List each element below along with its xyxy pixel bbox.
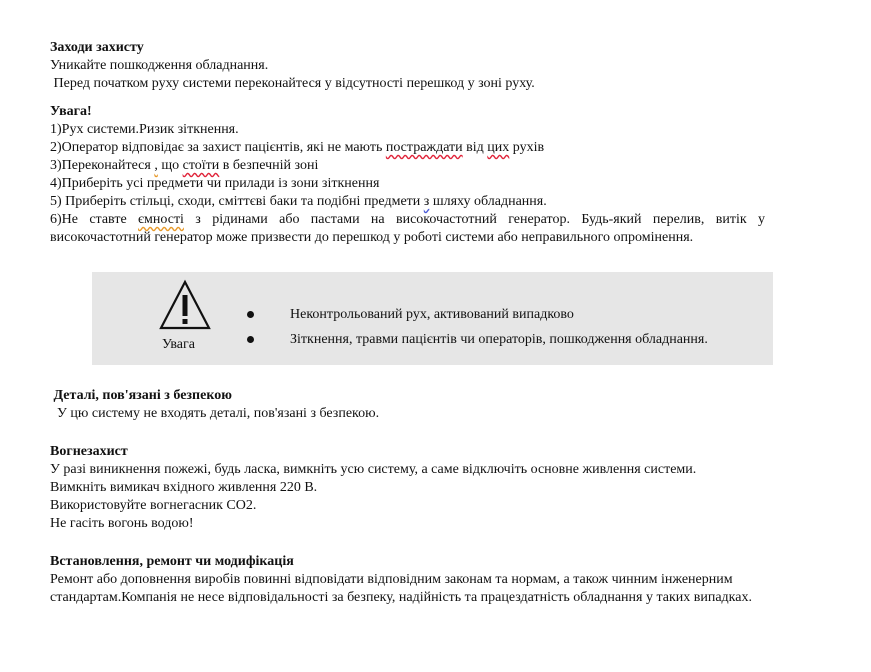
grammar-flag: з xyxy=(423,194,430,209)
caution-item-6: 6)Не ставте ємності з рідинами або пастами на високочастотний генератор. Будь-який перелив, витік у високочастотний генератор може призвести до перешкод у роботі системи або неправильного опромінення. xyxy=(50,212,766,245)
warning-bullet-text: Зіткнення, травми пацієнтів чи операторів, пошкодження обладнання. xyxy=(290,332,708,347)
caution-item-1: 1)Рух системи.Ризик зіткнення. xyxy=(50,122,239,137)
document-body-lower xyxy=(50,387,850,607)
fire-line-2: Вимкніть вимикач вхідного живлення 220 В. xyxy=(50,480,318,495)
warning-triangle-icon xyxy=(158,279,212,331)
grammar-flag: ємності xyxy=(138,212,184,227)
spell-flag: цих xyxy=(487,140,510,155)
fire-line-1: У разі виникнення пожежі, будь ласка, вимкніть усю систему, а саме відключіть основне живлення системи. xyxy=(50,462,697,477)
caution-item-2: 2)Оператор відповідає за захист пацієнтів, які не мають постраждати від цих рухів xyxy=(50,140,545,155)
fire-line-4: Не гасіть вогонь водою! xyxy=(50,516,194,531)
install-line-1: Ремонт або доповнення виробів повинні відповідати відповідним законам та нормам, а також чинним інженерним xyxy=(50,572,733,587)
caution-item-4: 4)Приберіть усі предмети чи прилади із зони зіткнення xyxy=(50,176,380,191)
install-line-2: стандартам.Компанія не несе відповідальності за безпеку, надійність та працездатність обладнання у таких випадках. xyxy=(50,590,752,605)
safety-parts-title: Деталі, пов'язані з безпекою xyxy=(50,388,232,403)
protection-line-1: Уникайте пошкодження обладнання. xyxy=(50,58,269,73)
warning-bullet-text: Неконтрольований рух, активований випадково xyxy=(290,307,574,322)
document-body xyxy=(50,39,765,247)
safety-parts-text: У цю систему не входять деталі, пов'язані з безпекою. xyxy=(50,406,380,421)
fire-line-3: Використовуйте вогнегасник CO2. xyxy=(50,498,257,513)
fire-title: Вогнезахист xyxy=(50,444,128,459)
protection-title: Заходи захисту xyxy=(50,40,144,55)
bullet-dot-icon xyxy=(247,311,254,318)
spell-flag: стоїти xyxy=(182,158,220,173)
warning-label: Увага xyxy=(162,337,195,352)
install-title: Встановлення, ремонт чи модифікація xyxy=(50,554,294,569)
spell-flag: постраждати xyxy=(385,140,463,155)
caution-title: Увага! xyxy=(50,104,92,119)
caution-item-5: 5) Приберіть стільці, сходи, сміттєві баки та подібні предмети з шляху обладнання. xyxy=(50,194,547,209)
protection-line-2: Перед початком руху системи переконайтеся у відсутності перешкод у зоні руху. xyxy=(50,76,535,91)
caution-item-3: 3)Переконайтеся , що стоїти в безпечній зоні xyxy=(50,158,319,173)
grammar-flag: , xyxy=(154,158,158,173)
bullet-dot-icon xyxy=(247,336,254,343)
warning-box xyxy=(92,272,773,365)
